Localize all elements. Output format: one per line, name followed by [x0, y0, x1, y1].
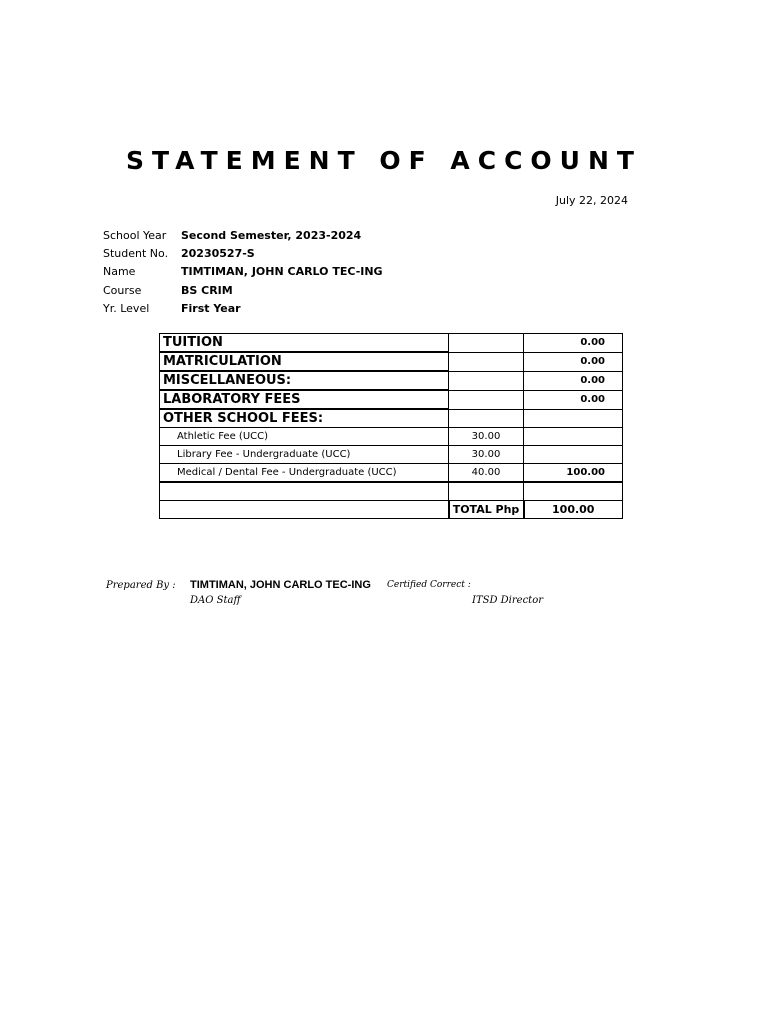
fee-label: TUITION — [160, 334, 449, 353]
info-label: School Year — [103, 228, 167, 242]
total-row — [160, 501, 623, 519]
info-label: Name — [103, 265, 136, 279]
fee-amount: 0.00 — [524, 334, 623, 353]
total-spacer — [160, 501, 449, 519]
info-value: 20230527-S — [181, 246, 255, 260]
subfee-amount: 40.00 — [449, 464, 524, 483]
fee-amount: 0.00 — [524, 352, 623, 371]
subfee-label: Library Fee - Undergraduate (UCC) — [160, 446, 449, 464]
info-row-course — [103, 281, 383, 299]
info-value: First Year — [181, 301, 241, 315]
total-label: TOTAL Php — [449, 501, 524, 519]
certified-role: ITSD Director — [472, 595, 544, 606]
fee-subrow-library — [160, 446, 623, 464]
fee-row-miscellaneous — [160, 371, 623, 390]
subfee-subtotal — [524, 446, 623, 464]
prepared-by-label: Prepared By : — [106, 580, 176, 591]
fee-label: LABORATORY FEES — [160, 390, 449, 409]
blank-cell — [160, 482, 449, 501]
document-date: July 22, 2024 — [555, 194, 628, 207]
fee-subrow-medical — [160, 464, 623, 483]
subfee-label: Athletic Fee (UCC) — [160, 428, 449, 446]
fee-detail-amount — [449, 334, 524, 353]
blank-cell — [524, 482, 623, 501]
fee-detail-amount — [449, 352, 524, 371]
blank-cell — [449, 482, 524, 501]
info-row-school-year — [103, 226, 383, 244]
fee-label: OTHER SCHOOL FEES: — [160, 409, 449, 428]
info-row-name — [103, 263, 383, 281]
fee-subrow-athletic — [160, 428, 623, 446]
info-row-student-no — [103, 244, 383, 262]
prepared-by-role: DAO Staff — [190, 595, 241, 606]
fees-table — [159, 333, 623, 519]
fee-detail-amount — [449, 371, 524, 390]
subfee-amount: 30.00 — [449, 428, 524, 446]
fee-row-other-school-fees — [160, 409, 623, 428]
student-info — [103, 226, 383, 317]
fee-row-laboratory — [160, 390, 623, 409]
fee-row-matriculation — [160, 352, 623, 371]
total-amount: 100.00 — [524, 501, 623, 519]
info-label: Course — [103, 283, 142, 297]
subfee-amount: 30.00 — [449, 446, 524, 464]
fee-row-tuition — [160, 334, 623, 353]
fee-blank-row — [160, 482, 623, 501]
info-label: Yr. Level — [103, 301, 150, 315]
fee-label: MATRICULATION — [160, 352, 449, 371]
certified-correct-label: Certified Correct : — [387, 580, 471, 590]
info-label: Student No. — [103, 246, 169, 260]
fee-amount: 0.00 — [524, 390, 623, 409]
info-value: BS CRIM — [181, 283, 233, 297]
subfee-label: Medical / Dental Fee - Undergraduate (UCC) — [160, 464, 449, 483]
fee-amount: 0.00 — [524, 371, 623, 390]
fee-amount — [524, 409, 623, 428]
subfee-subtotal — [524, 428, 623, 446]
subfee-subtotal: 100.00 — [524, 464, 623, 483]
info-value: TIMTIMAN, JOHN CARLO TEC-ING — [181, 265, 383, 279]
fee-detail-amount — [449, 409, 524, 428]
info-value: Second Semester, 2023-2024 — [181, 228, 362, 242]
fee-label: MISCELLANEOUS: — [160, 371, 449, 390]
info-row-yr-level — [103, 299, 383, 317]
prepared-by-name: TIMTIMAN, JOHN CARLO TEC-ING — [190, 579, 371, 591]
document-title: STATEMENT OF ACCOUNT — [126, 146, 642, 175]
fee-detail-amount — [449, 390, 524, 409]
